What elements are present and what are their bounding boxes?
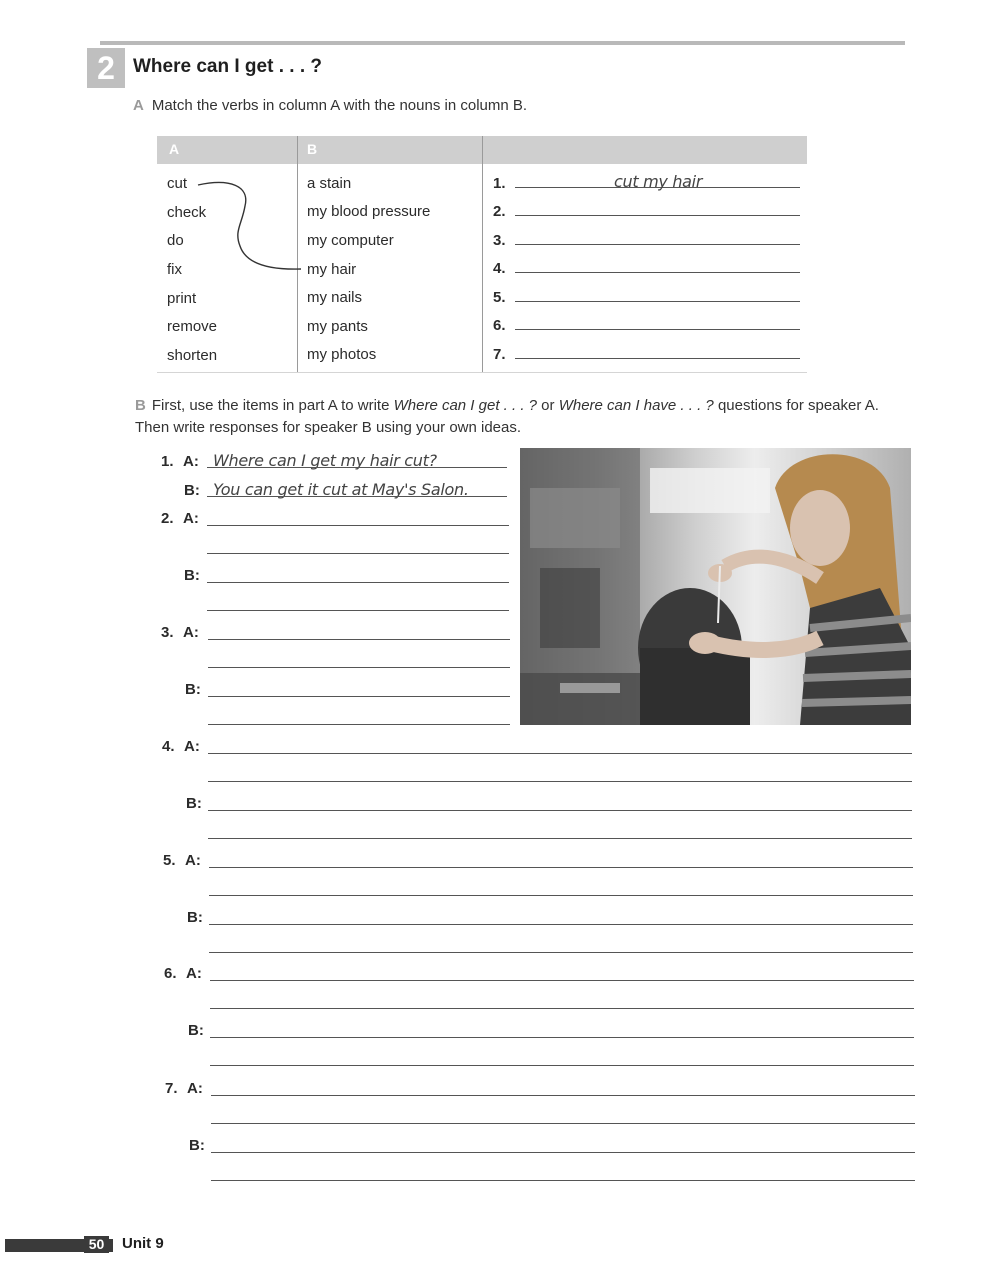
- answer-line-6[interactable]: [515, 329, 800, 330]
- item-number: 1.: [161, 453, 174, 470]
- item-number: 2.: [161, 510, 174, 527]
- speaker-a-label: A:: [185, 852, 201, 869]
- speaker-a-label: A:: [184, 738, 200, 755]
- part-b-letter: B: [135, 397, 146, 414]
- item-5-b-line-2[interactable]: [209, 952, 913, 953]
- item-2-b-line[interactable]: [207, 582, 509, 583]
- answer-line-5[interactable]: [515, 301, 800, 302]
- item-6-a-line-2[interactable]: [210, 1008, 914, 1009]
- verb-shorten: shorten: [167, 347, 218, 364]
- item-3-a-line[interactable]: [208, 639, 510, 640]
- item-number: 6.: [164, 965, 177, 982]
- part-a-instruction: [133, 97, 527, 114]
- section-divider: [100, 41, 905, 45]
- part-b-phrase-get: Where can I get . . . ?: [393, 397, 538, 414]
- column-a-header: A: [169, 141, 180, 157]
- item-number: 3.: [161, 624, 174, 641]
- item-1-a-line[interactable]: [207, 467, 507, 468]
- salon-photo: [520, 448, 911, 725]
- item-2-a-line-2[interactable]: [207, 553, 509, 554]
- column-divider: [482, 136, 483, 372]
- verb-check: check: [167, 204, 207, 221]
- speaker-b-label: B:: [184, 567, 200, 584]
- item-7-b-line-2[interactable]: [211, 1180, 915, 1181]
- answer-number: 1.: [493, 175, 506, 192]
- answer-1-text: cut my hair: [614, 172, 703, 191]
- table-bottom-rule: [157, 372, 807, 373]
- part-b-instruction-text: First, use the items in part A to write: [151, 397, 394, 414]
- section-number: 2: [87, 48, 125, 88]
- part-b-phrase-have: Where can I have . . . ?: [558, 397, 714, 414]
- item-1-question: Where can I get my hair cut?: [213, 451, 437, 470]
- speaker-a-label: A:: [183, 510, 199, 527]
- item-3-b-line[interactable]: [208, 696, 510, 697]
- item-2-b-line-2[interactable]: [207, 610, 509, 611]
- speaker-a-label: A:: [187, 1080, 203, 1097]
- item-5-b-line[interactable]: [209, 924, 913, 925]
- speaker-a-label: A:: [183, 453, 199, 470]
- speaker-b-label: B:: [187, 909, 203, 926]
- item-1-response: You can get it cut at May's Salon.: [213, 480, 469, 499]
- section-title: Where can I get . . . ?: [133, 56, 322, 77]
- item-4-a-line[interactable]: [208, 753, 912, 754]
- column-b-header: B: [307, 141, 318, 157]
- answer-line-2[interactable]: [515, 215, 800, 216]
- noun-pants: my pants: [307, 318, 368, 335]
- item-number: 7.: [165, 1080, 178, 1097]
- answer-line-4[interactable]: [515, 272, 800, 273]
- answer-number: 4.: [493, 260, 506, 277]
- answer-number: 6.: [493, 317, 506, 334]
- verb-cut: cut: [167, 175, 188, 192]
- noun-nails: my nails: [307, 289, 363, 306]
- part-b-instruction: [135, 395, 895, 439]
- noun-photos: my photos: [307, 346, 377, 363]
- speaker-b-label: B:: [184, 482, 200, 499]
- verb-do: do: [167, 232, 184, 249]
- noun-computer: my computer: [307, 232, 394, 249]
- speaker-b-label: B:: [189, 1137, 205, 1154]
- part-a-letter: A: [133, 97, 144, 114]
- noun-a-stain: a stain: [307, 175, 352, 192]
- verb-print: print: [167, 290, 197, 307]
- part-b-instruction-text: questions for speaker A. Then write responses for speaker B using your own ideas.: [135, 397, 879, 436]
- answer-line-7[interactable]: [515, 358, 800, 359]
- item-3-b-line-2[interactable]: [208, 724, 510, 725]
- unit-label: Unit 9: [122, 1235, 164, 1252]
- hairdresser-illustration: [520, 448, 911, 725]
- answer-number: 7.: [493, 346, 506, 363]
- item-2-a-line[interactable]: [207, 525, 509, 526]
- item-4-a-line-2[interactable]: [208, 781, 912, 782]
- speaker-b-label: B:: [186, 795, 202, 812]
- item-1-b-line[interactable]: [207, 496, 507, 497]
- item-6-b-line[interactable]: [210, 1037, 914, 1038]
- part-b-instruction-text: or: [537, 397, 559, 414]
- item-4-b-line-2[interactable]: [208, 838, 912, 839]
- item-4-b-line[interactable]: [208, 810, 912, 811]
- part-a-instruction-text: Match the verbs in column A with the nouns in column B.: [151, 97, 528, 114]
- item-7-b-line[interactable]: [211, 1152, 915, 1153]
- item-7-a-line[interactable]: [211, 1095, 915, 1096]
- item-6-b-line-2[interactable]: [210, 1065, 914, 1066]
- verb-fix: fix: [167, 261, 182, 278]
- item-number: 4.: [162, 738, 175, 755]
- noun-hair: my hair: [307, 261, 357, 278]
- speaker-a-label: A:: [183, 624, 199, 641]
- verb-remove: remove: [167, 318, 218, 335]
- item-5-a-line-2[interactable]: [209, 895, 913, 896]
- noun-blood-pressure: my blood pressure: [307, 203, 431, 220]
- page-number: 50: [84, 1236, 109, 1253]
- item-number: 5.: [163, 852, 176, 869]
- answer-number: 3.: [493, 232, 506, 249]
- speaker-b-label: B:: [188, 1022, 204, 1039]
- answer-number: 5.: [493, 289, 506, 306]
- speaker-a-label: A:: [186, 965, 202, 982]
- item-5-a-line[interactable]: [209, 867, 913, 868]
- item-6-a-line[interactable]: [210, 980, 914, 981]
- speaker-b-label: B:: [185, 681, 201, 698]
- answer-number: 2.: [493, 203, 506, 220]
- item-3-a-line-2[interactable]: [208, 667, 510, 668]
- item-7-a-line-2[interactable]: [211, 1123, 915, 1124]
- answer-line-3[interactable]: [515, 244, 800, 245]
- matching-line: [190, 176, 305, 276]
